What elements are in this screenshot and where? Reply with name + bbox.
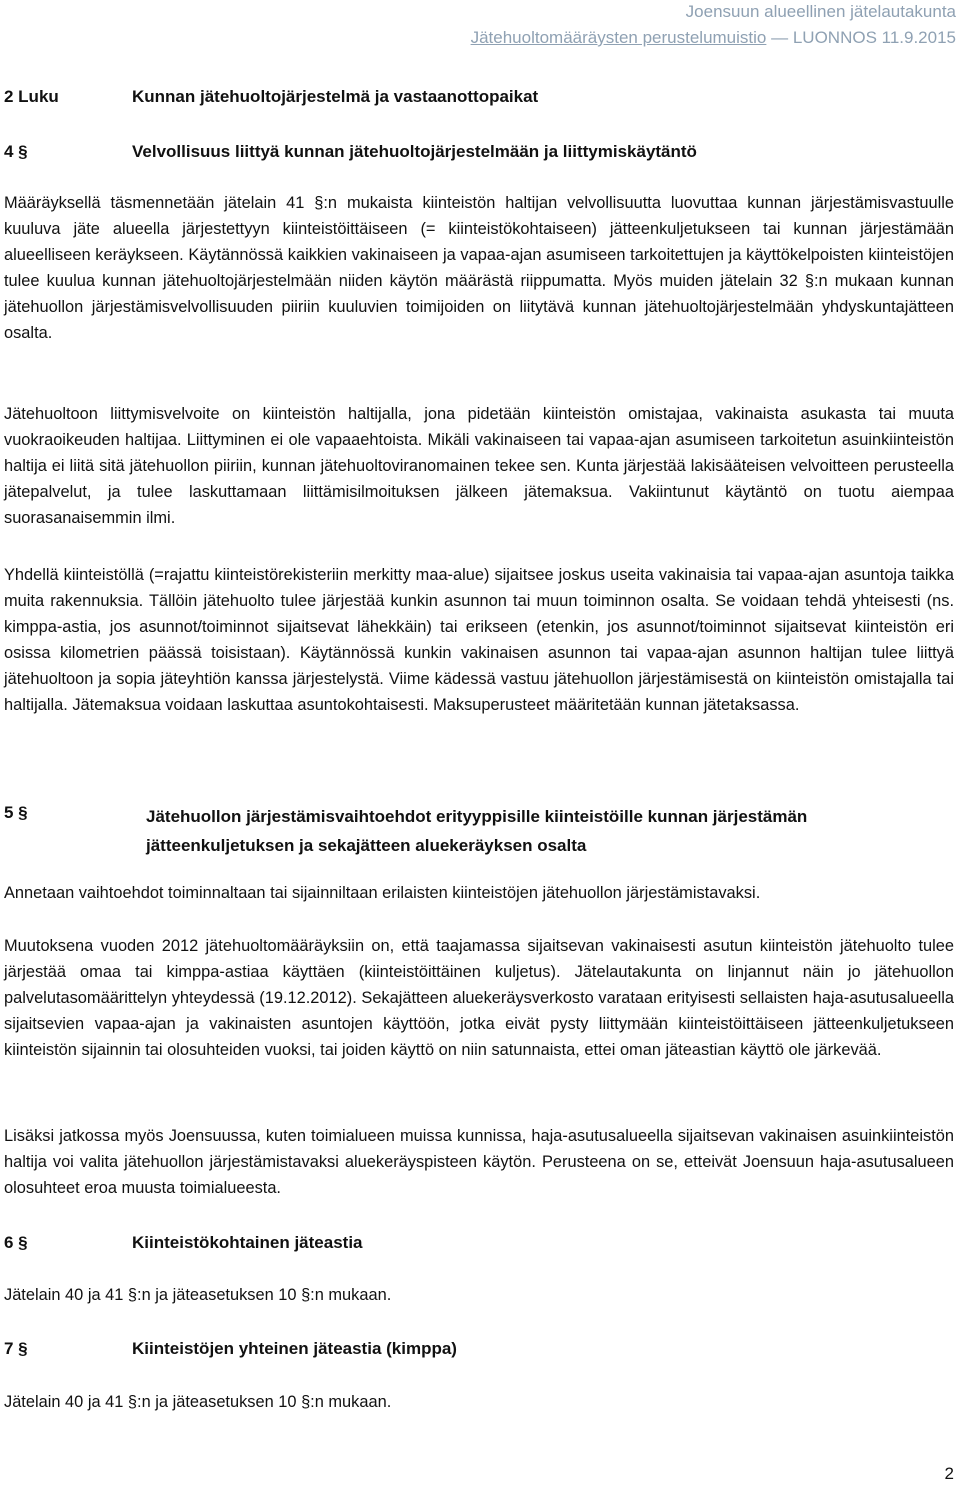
paragraph: Yhdellä kiinteistöllä (=rajattu kiinteistörekisteriin merkitty maa-alue) sijaitsee joskus useita vakinaisia tai vapaa-ajan asuntoja taikka muita rakennuksia. Tällöin jätehuolto tulee järjestää kunkin asunnon tai muun toiminnon osalta. Se voidaan tehdä yhteisesti (ns. kimppa-astia, jos asunnot/toiminnot sijaitsevat lähekkäin) tai erikseen (etenkin, jos asunnot/toiminnot sijaitsevat kiinteistön eri osissa kilometrien päässä toisistaan). Käytännössä kunkin vakinaisen asunnon tai vapaa-ajan asunnon haltijan tulee liittyä jätehuoltoon ja sopia jäteyhtiön kanssa järjestelystä. Viime kädessä vastuu jätehuollon järjestämisestä on kiinteistön omistajalla tai haltijalla. Jätemaksua voidaan laskuttaa asuntokohtaisesti. Maksuperusteet määritetään kunnan jätetaksassa.	[4, 566, 954, 714]
section-number: 5 §	[4, 803, 28, 822]
section-number: 7 §	[4, 1339, 28, 1358]
paragraph: Annetaan vaihtoehdot toiminnaltaan tai sijainniltaan erilaisten kiinteistöjen jätehuollon järjestämistavaksi.	[4, 884, 761, 902]
section-title: Velvollisuus liittyä kunnan jätehuoltojärjestelmään ja liittymiskäytäntö	[132, 142, 697, 161]
header-draft-status: — LUONNOS 11.9.2015	[771, 28, 956, 47]
header-document-title[interactable]: Jätehuoltomääräysten perustelumuistio	[470, 28, 767, 47]
paragraph: Jätehuoltoon liittymisvelvoite on kiinteistön haltijalla, jona pidetään kiinteistön omistajaa, vakinaista asukasta tai muuta vuokraoikeuden haltijaa. Liittyminen ei ole vapaaehtoista. Mikäli vakinaiseen tai vapaa-ajan asumiseen tarkoitetun asuinkiinteistön haltija ei liitä sitä jätehuollon piiriin, kunnan jätehuoltoviranomainen tekee sen. Kunta järjestää lakisääteisen velvoitteen perusteella jätepalvelut, ja tulee laskuttamaan liittämisilmoituksen jälkeen jätemaksua. Vakiintunut käytäntö on tuotu aiempaa suorasanaisemmin ilmi.	[4, 405, 954, 527]
paragraph: Muutoksena vuoden 2012 jätehuoltomääräyksiin on, että taajamassa sijaitsevan vakinaisesti asutun kiinteistön jätehuolto tulee järjestää omaa tai kimppa-astiaa käyttäen (kiinteistöittäinen kuljetus). Jätelautakunta on linjannut näin jo jätehuollon palvelutasomäärittelyn yhteydessä (19.12.2012). Sekajätteen aluekeräysverkosto varataan erityisesti sellaisten haja-asutusalueella sijaitsevien vapaa-ajan ja vakinaisten asuntojen käyttöön, jotka eivät pysty liittymään kiinteistöittäiseen jätteenkuljetukseen kiinteistön sijainnin tai olosuhteiden vuoksi, tai joiden käyttö on niin satunnaista, ettei oman jäteastian käyttö ole järkevää.	[4, 937, 954, 1059]
paragraph: Jätelain 40 ja 41 §:n ja jäteasetuksen 10 §:n mukaan.	[4, 1286, 392, 1304]
chapter-number: 2 Luku	[4, 87, 59, 106]
section-title: Kiinteistökohtainen jäteastia	[132, 1233, 363, 1252]
section-number: 4 §	[4, 142, 28, 161]
section-title: Kiinteistöjen yhteinen jäteastia (kimppa)	[132, 1339, 457, 1358]
section-title: Jätehuollon järjestämisvaihtoehdot erityyppisille kiinteistöille kunnan järjestämän jätteenkuljetuksen ja sekajätteen aluekeräyksen osalta	[146, 807, 808, 855]
paragraph: Lisäksi jatkossa myös Joensuussa, kuten toimialueen muissa kunnissa, haja-asutusalueella sijaitsevan vakinaisen asuinkiinteistön haltija voi valita jätehuollon järjestämistavaksi aluekeräyspisteen käytön. Perusteena on se, etteivät Joensuun haja-asutusalueen olosuhteet eroa muusta toimialueesta.	[4, 1127, 954, 1197]
header-organization: Joensuun alueellinen jätelautakunta	[685, 2, 956, 21]
section-number: 6 §	[4, 1233, 28, 1252]
chapter-title: Kunnan jätehuoltojärjestelmä ja vastaanottopaikat	[132, 87, 539, 106]
header-document-line	[471, 28, 956, 48]
paragraph: Jätelain 40 ja 41 §:n ja jäteasetuksen 10 §:n mukaan.	[4, 1393, 392, 1411]
page-number: 2	[944, 1464, 954, 1483]
paragraph: Määräyksellä täsmennetään jätelain 41 §:n mukaista kiinteistön haltijan velvollisuutta luovuttaa kunnan järjestämisvastuulle kuuluva jäte alueella järjestettyyn kiinteistöittäiseen (= kiinteistökohtaiseen) jätteenkuljetukseen tai kunnan järjestämään alueelliseen keräykseen. Käytännössä kaikkien vakinaiseen ja vapaa-ajan asumiseen tarkoitettujen ja käyttökelpoisten kiinteistöjen tulee kuulua kunnan jätehuoltojärjestelmään niiden käytön määrästä riippumatta. Myös muiden jätelain 32 §:n mukaan kunnan jätehuollon järjestämisvelvollisuuden piiriin kuuluvien toimijoiden on liitytävä kunnan jätehuoltojärjestelmään yhdyskuntajätteen osalta.	[4, 194, 954, 342]
